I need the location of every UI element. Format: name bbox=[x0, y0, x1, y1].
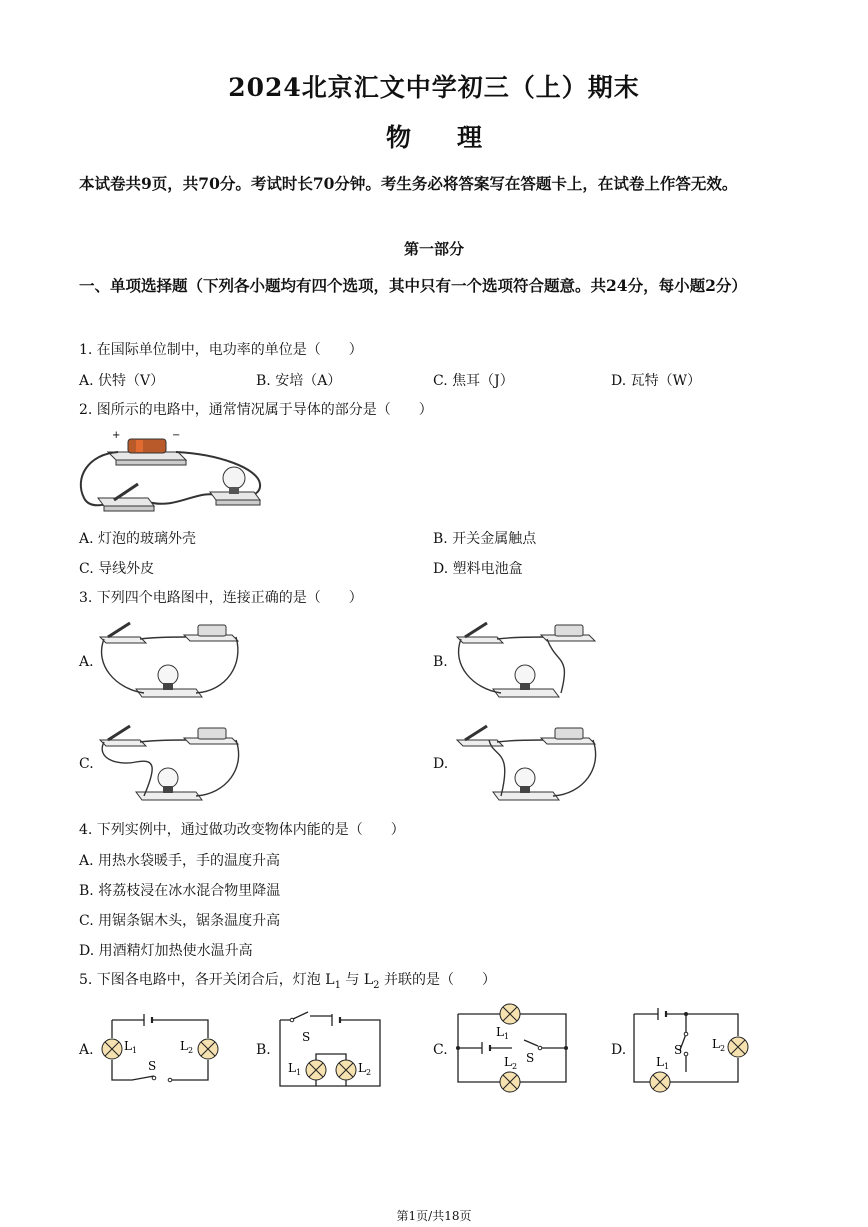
battery-minus-label: − bbox=[172, 430, 181, 441]
lamp-l1-icon bbox=[102, 1039, 122, 1059]
battery-board-icon bbox=[184, 625, 238, 641]
question-3-label-b: B. bbox=[433, 654, 448, 670]
question-3-label-c: C. bbox=[79, 756, 94, 772]
question-1-stem: 1. 在国际单位制中，电功率的单位是（ ） bbox=[79, 342, 363, 358]
subject-title: 物理 bbox=[385, 123, 528, 152]
page-title: 2024北京汇文中学初三（上）期末 bbox=[228, 73, 640, 102]
question-1-option-d: D. 瓦特（W） bbox=[611, 373, 702, 389]
question-5-label-d: D. bbox=[611, 1042, 627, 1058]
question-5-circuit-d bbox=[628, 1004, 752, 1096]
lamp-l2-icon bbox=[728, 1037, 748, 1057]
switch-s-label: S bbox=[674, 1043, 683, 1057]
switch-s-label: S bbox=[302, 1030, 311, 1044]
question-4-option-d: D. 用酒精灯加热使水温升高 bbox=[79, 943, 253, 959]
part-heading: 第一部分 bbox=[403, 240, 464, 258]
question-2-option-b: B. 开关金属触点 bbox=[433, 531, 537, 547]
question-3-figure-a bbox=[96, 615, 246, 707]
question-5-stem: 5. 下图各电路中，各开关闭合后，灯泡 $L_1$ 与 $L_2$ 并联的是（ ） bbox=[79, 972, 496, 991]
lamp-l2-icon bbox=[198, 1039, 218, 1059]
lamp-board-icon bbox=[493, 665, 559, 697]
lamp-board-icon bbox=[136, 768, 202, 800]
question-5-label-a: A. bbox=[79, 1042, 94, 1058]
question-1-option-c: C. 焦耳（J） bbox=[433, 373, 514, 389]
question-3-label-d: D. bbox=[433, 756, 449, 772]
lamp-l2-icon bbox=[336, 1060, 356, 1080]
lamp-l2-label: $L_2$ bbox=[180, 1039, 194, 1055]
lamp-l2-label: $L_2$ bbox=[358, 1061, 372, 1077]
question-3-stem: 3. 下列四个电路图中，连接正确的是（ ） bbox=[79, 590, 363, 606]
question-3-label-a: A. bbox=[79, 654, 94, 670]
question-4-option-c: C. 用锯条锯木头，锯条温度升高 bbox=[79, 913, 281, 929]
question-3-figure-d bbox=[453, 718, 603, 810]
section-heading: 一、单项选择题（下列各小题均有四个选项，其中只有一个选项符合题意。共24分，每小题2分） bbox=[79, 276, 747, 295]
lamp-board-icon bbox=[136, 665, 202, 697]
question-3-figure-b bbox=[453, 615, 603, 707]
lamp-l2-label: $L_2$ bbox=[504, 1055, 518, 1071]
switch-s-label: S bbox=[148, 1059, 157, 1073]
exam-notice: 本试卷共9页，共70分。考试时长70分钟。考生务必将答案写在答题卡上，在试卷上作答无效。 bbox=[79, 174, 738, 193]
question-5-circuit-b bbox=[274, 1008, 386, 1090]
battery-board-icon bbox=[541, 625, 595, 641]
lamp-l1-label: $L_1$ bbox=[288, 1061, 302, 1077]
question-4-option-a: A. 用热水袋暖手，手的温度升高 bbox=[79, 853, 281, 869]
lamp-l1-label: $L_1$ bbox=[656, 1055, 670, 1071]
question-5-circuit-a bbox=[100, 1008, 220, 1088]
question-3-figure-c bbox=[96, 718, 246, 810]
lamp-l1-icon bbox=[650, 1072, 670, 1092]
lamp-l2-label: $L_2$ bbox=[712, 1037, 726, 1053]
question-1-option-b: B. 安培（A） bbox=[256, 373, 342, 389]
lamp-l2-icon bbox=[500, 1072, 520, 1092]
switch-s-label: S bbox=[526, 1051, 535, 1065]
question-5-label-b: B. bbox=[256, 1042, 271, 1058]
switch-board-icon bbox=[100, 726, 146, 746]
question-4-stem: 4. 下列实例中，通过做功改变物体内能的是（ ） bbox=[79, 822, 405, 838]
question-2-circuit-figure bbox=[78, 428, 263, 518]
page-footer: 第1页/共18页 bbox=[396, 1209, 472, 1223]
lamp-l1-icon bbox=[500, 1004, 520, 1024]
switch-board-icon bbox=[100, 623, 146, 643]
question-5-circuit-c bbox=[452, 998, 572, 1094]
question-2-option-c: C. 导线外皮 bbox=[79, 561, 155, 577]
switch-board-icon bbox=[457, 726, 503, 746]
question-2-option-d: D. 塑料电池盒 bbox=[433, 561, 523, 577]
battery-plus-label: + bbox=[112, 430, 121, 441]
question-2-option-a: A. 灯泡的玻璃外壳 bbox=[79, 531, 197, 547]
battery-board-icon bbox=[541, 728, 595, 744]
lamp-l1-label: $L_1$ bbox=[496, 1025, 510, 1041]
question-1-option-a: A. 伏特（V） bbox=[79, 373, 165, 389]
lamp-l1-label: $L_1$ bbox=[124, 1039, 138, 1055]
switch-board-icon bbox=[457, 623, 503, 643]
question-5-label-c: C. bbox=[433, 1042, 448, 1058]
question-2-stem: 2. 图所示的电路中，通常情况属于导体的部分是（ ） bbox=[79, 402, 433, 418]
battery-board-icon bbox=[184, 728, 238, 744]
lamp-l1-icon bbox=[306, 1060, 326, 1080]
question-4-option-b: B. 将荔枝浸在冰水混合物里降温 bbox=[79, 883, 281, 899]
